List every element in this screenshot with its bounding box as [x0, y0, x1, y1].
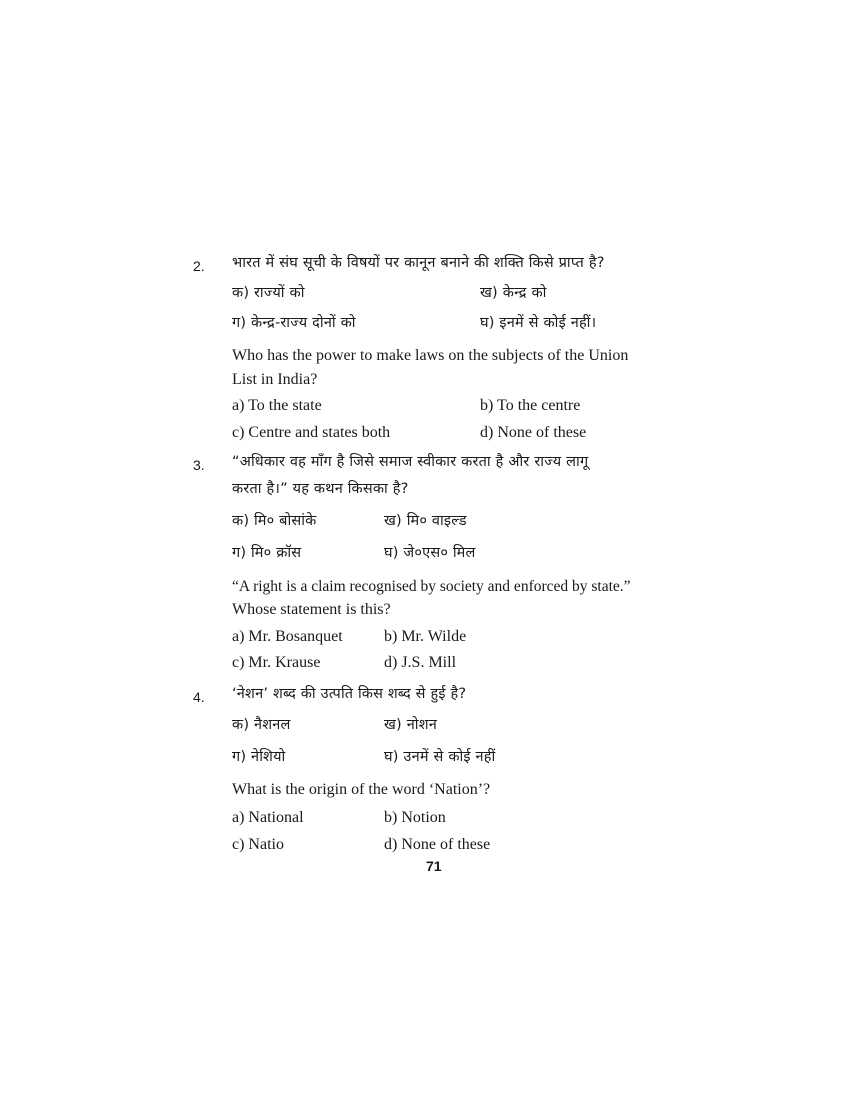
question-3-english-option-a: a) Mr. Bosanquet — [232, 628, 343, 645]
question-4-hindi-text: ‘नेशन’ शब्द की उत्पति किस शब्द से हुई है? — [232, 686, 467, 702]
question-4-hindi-option-d: घ) उनमें से कोई नहीं — [384, 749, 496, 765]
question-3-number: 3. — [193, 457, 205, 473]
question-2-hindi-option-d: घ) इनमें से कोई नहीं। — [480, 315, 597, 331]
question-4-english-option-c: c) Natio — [232, 836, 284, 853]
question-4-hindi-option-a: क) नैशनल — [232, 717, 291, 733]
question-4-hindi-option-b: ख) नोशन — [384, 717, 438, 733]
question-3-english-option-b: b) Mr. Wilde — [384, 628, 467, 645]
question-4-english-text: What is the origin of the word ‘Nation’? — [232, 781, 491, 798]
question-2-english-text-line-1: Who has the power to make laws on the subjects of the Union — [232, 347, 629, 364]
question-3-hindi-text-line-1: “अधिकार वह माँग है जिसे समाज स्वीकार करता है और राज्य लागू — [232, 454, 589, 470]
question-2-english-option-c: c) Centre and states both — [232, 424, 391, 441]
question-2-hindi-option-a: क) राज्यों को — [232, 285, 305, 301]
question-3-hindi-option-b: ख) मि० वाइल्ड — [384, 513, 467, 529]
question-3-hindi-option-a: क) मि० बोसांके — [232, 513, 317, 529]
question-4-number: 4. — [193, 689, 205, 705]
question-3-hindi-text-line-2: करता है।” यह कथन किसका है? — [232, 481, 409, 497]
question-4-english-option-b: b) Notion — [384, 809, 446, 826]
question-4-english-option-a: a) National — [232, 809, 304, 826]
question-2-hindi-option-b: ख) केन्द्र को — [480, 285, 547, 301]
question-3-hindi-option-d: घ) जे०एस० मिल — [384, 545, 476, 561]
question-2-number: 2. — [193, 258, 205, 274]
question-2-english-option-d: d) None of these — [480, 424, 587, 441]
question-2-english-option-a: a) To the state — [232, 397, 322, 414]
question-4-hindi-option-c: ग) नेशियो — [232, 749, 286, 765]
question-2-hindi-option-c: ग) केन्द्र-राज्य दोनों को — [232, 315, 356, 331]
question-2-hindi-text: भारत में संघ सूची के विषयों पर कानून बनाने की शक्ति किसे प्राप्त है? — [232, 255, 605, 271]
question-3-english-text-line-1: “A right is a claim recognised by society and enforced by state.” — [232, 578, 631, 595]
question-4-english-option-d: d) None of these — [384, 836, 491, 853]
page-number: 71 — [426, 858, 442, 874]
question-3-english-option-d: d) J.S. Mill — [384, 654, 457, 671]
question-3-english-text-line-2: Whose statement is this? — [232, 601, 391, 618]
question-2-english-option-b: b) To the centre — [480, 397, 581, 414]
question-3-hindi-option-c: ग) मि० क्रॉस — [232, 545, 302, 561]
question-2-english-text-line-2: List in India? — [232, 371, 318, 388]
question-3-english-option-c: c) Mr. Krause — [232, 654, 321, 671]
